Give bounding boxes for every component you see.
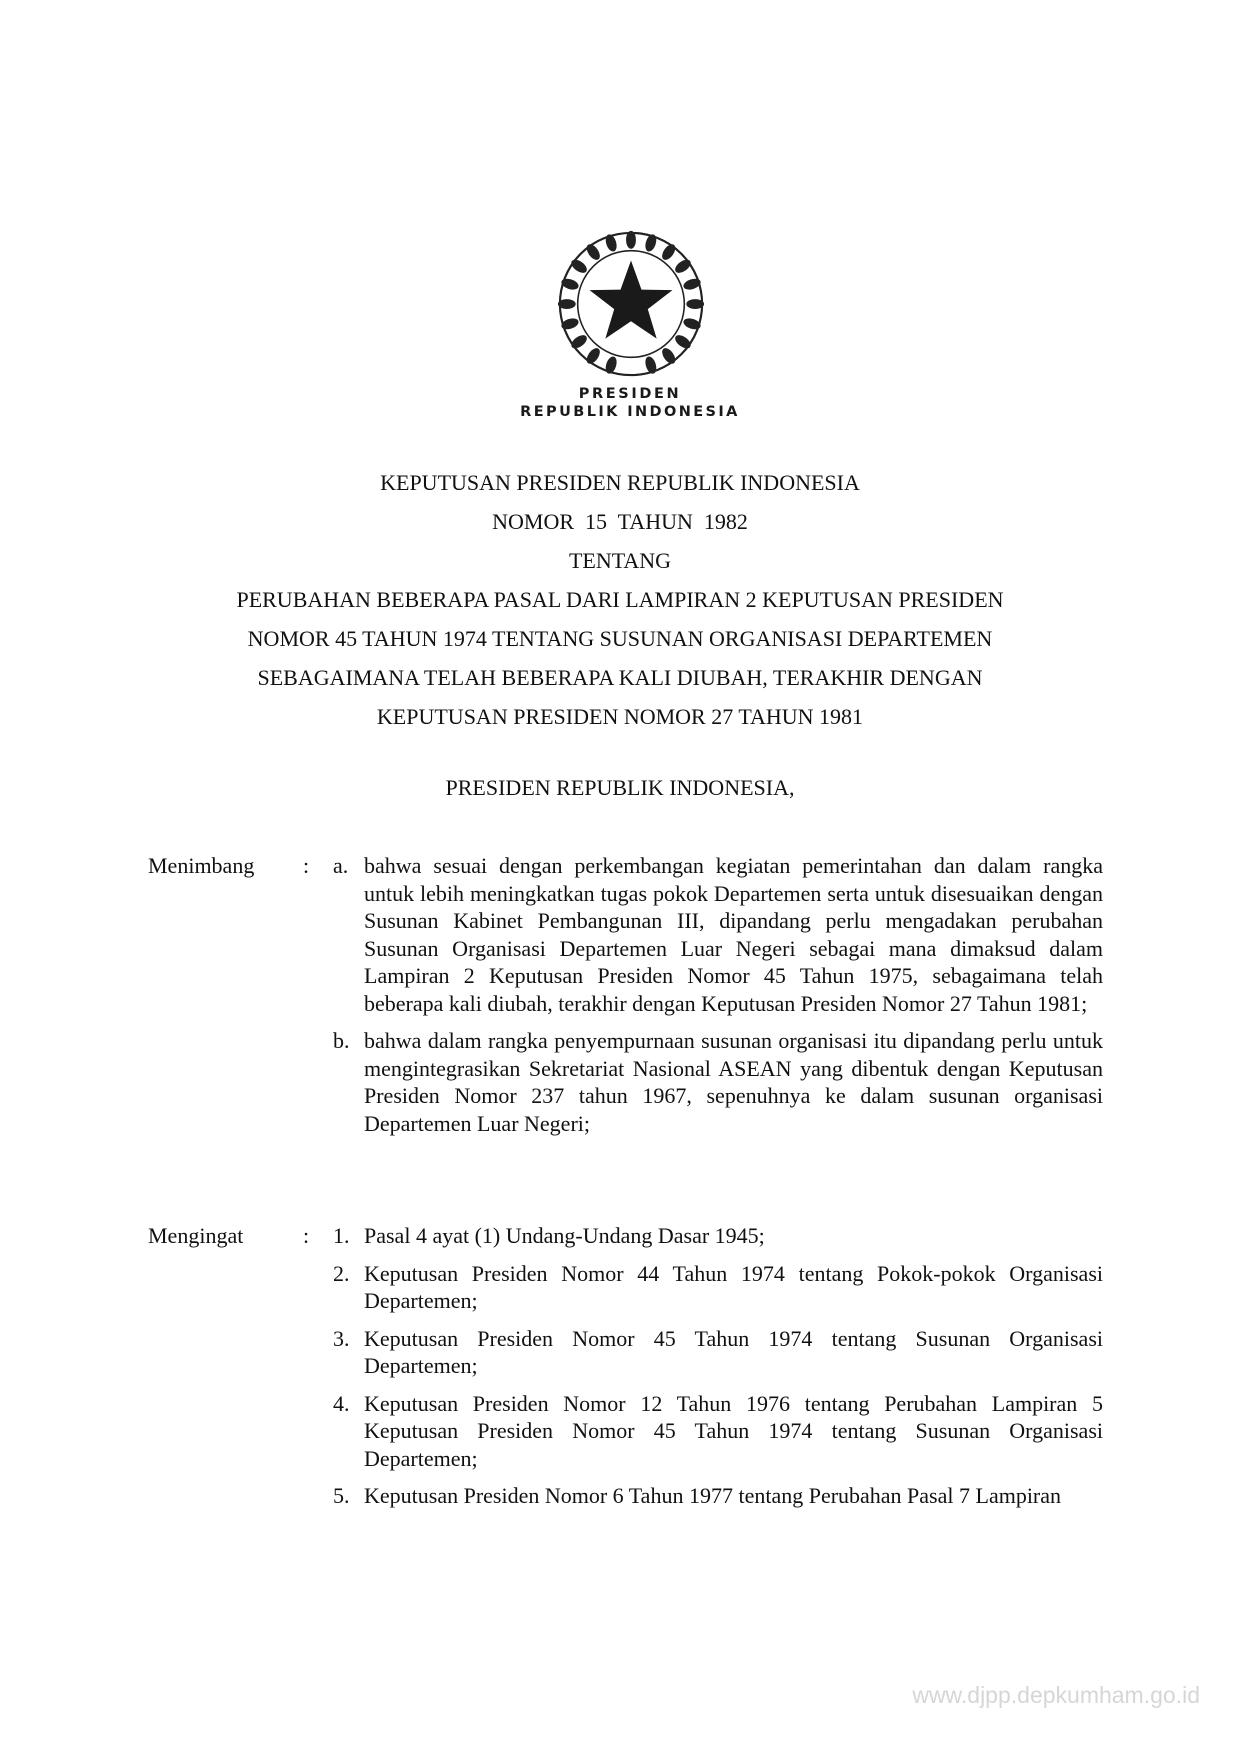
section-colon: :	[303, 1223, 310, 1248]
list-item	[333, 1027, 1103, 1137]
item-text: Pasal 4 ayat (1) Undang-Undang Dasar 1945;	[364, 1223, 765, 1248]
list-item	[333, 1325, 1103, 1380]
list-item	[333, 1222, 1103, 1250]
section-label: Menimbang	[148, 853, 255, 878]
item-marker: 1.	[333, 1223, 350, 1248]
list-item	[333, 852, 1103, 1017]
section-colon: :	[303, 853, 310, 878]
emblem-caption-line2: REPUBLIK INDONESIA	[520, 404, 740, 420]
item-marker: 2.	[333, 1260, 350, 1286]
item-text: Keputusan Presiden Nomor 45 Tahun 1974 tentang Susunan Organisasi Departemen;	[364, 1325, 1103, 1378]
menimbang-items	[333, 852, 1103, 1147]
item-marker: b.	[333, 1028, 350, 1053]
item-marker: 5.	[333, 1483, 350, 1508]
document-title	[120, 463, 1120, 736]
president-heading: PRESIDEN REPUBLIK INDONESIA,	[445, 775, 795, 800]
title-line: SEBAGAIMANA TELAH BEBERAPA KALI DIUBAH, TERAKHIR DENGAN	[257, 665, 983, 690]
item-text: Keputusan Presiden Nomor 12 Tahun 1976 tentang Perubahan Lampiran 5 Keputusan Presiden Nomor 45 Tahun 1974 tentang Susunan Organisasi Departemen;	[364, 1390, 1103, 1471]
presidential-emblem-icon	[552, 225, 710, 383]
title-line: NOMOR 15 TAHUN 1982	[492, 509, 748, 534]
item-text: bahwa dalam rangka penyempurnaan susunan organisasi itu dipandang perlu untuk mengintegrasikan Sekretariat Nasional ASEAN yang dibentuk dengan Keputusan Presiden Nomor 237 tahun 1967, sepenuhnya ke dalam susunan organisasi Departemen Luar Negeri;	[364, 1028, 1103, 1136]
watermark: www.djpp.depkumham.go.id	[912, 1682, 1200, 1708]
item-marker: 3.	[333, 1325, 350, 1351]
list-item	[333, 1482, 1103, 1510]
mengingat-items	[333, 1222, 1103, 1520]
item-text: Keputusan Presiden Nomor 6 Tahun 1977 tentang Perubahan Pasal 7 Lampiran	[364, 1483, 1062, 1508]
emblem-caption-line1: PRESIDEN	[578, 386, 682, 402]
item-marker: a.	[333, 853, 349, 878]
title-line: NOMOR 45 TAHUN 1974 TENTANG SUSUNAN ORGANISASI DEPARTEMEN	[247, 626, 993, 651]
section-label: Mengingat	[148, 1223, 244, 1248]
title-line: KEPUTUSAN PRESIDEN NOMOR 27 TAHUN 1981	[376, 704, 864, 729]
title-line: PERUBAHAN BEBERAPA PASAL DARI LAMPIRAN 2 KEPUTUSAN PRESIDEN	[236, 587, 1004, 612]
list-item	[333, 1260, 1103, 1315]
list-item	[333, 1390, 1103, 1473]
item-text: Keputusan Presiden Nomor 44 Tahun 1974 tentang Pokok-pokok Organisasi Departemen;	[364, 1260, 1103, 1313]
title-line: KEPUTUSAN PRESIDEN REPUBLIK INDONESIA	[380, 470, 860, 495]
title-line: TENTANG	[568, 548, 672, 573]
item-marker: 4.	[333, 1390, 350, 1416]
item-text: bahwa sesuai dengan perkembangan kegiatan pemerintahan dan dalam rangka untuk lebih meningkatkan tugas pokok Departemen serta untuk disesuaikan dengan Susunan Kabinet Pembangunan III, dipandang perlu mengadakan perubahan Susunan Organisasi Departemen Luar Negeri sebagai mana dimaksud dalam Lampiran 2 Keputusan Presiden Nomor 45 Tahun 1975, sebagaimana telah beberapa kali diubah, terakhir dengan Keputusan Presiden Nomor 27 Tahun 1981;	[364, 853, 1103, 1016]
